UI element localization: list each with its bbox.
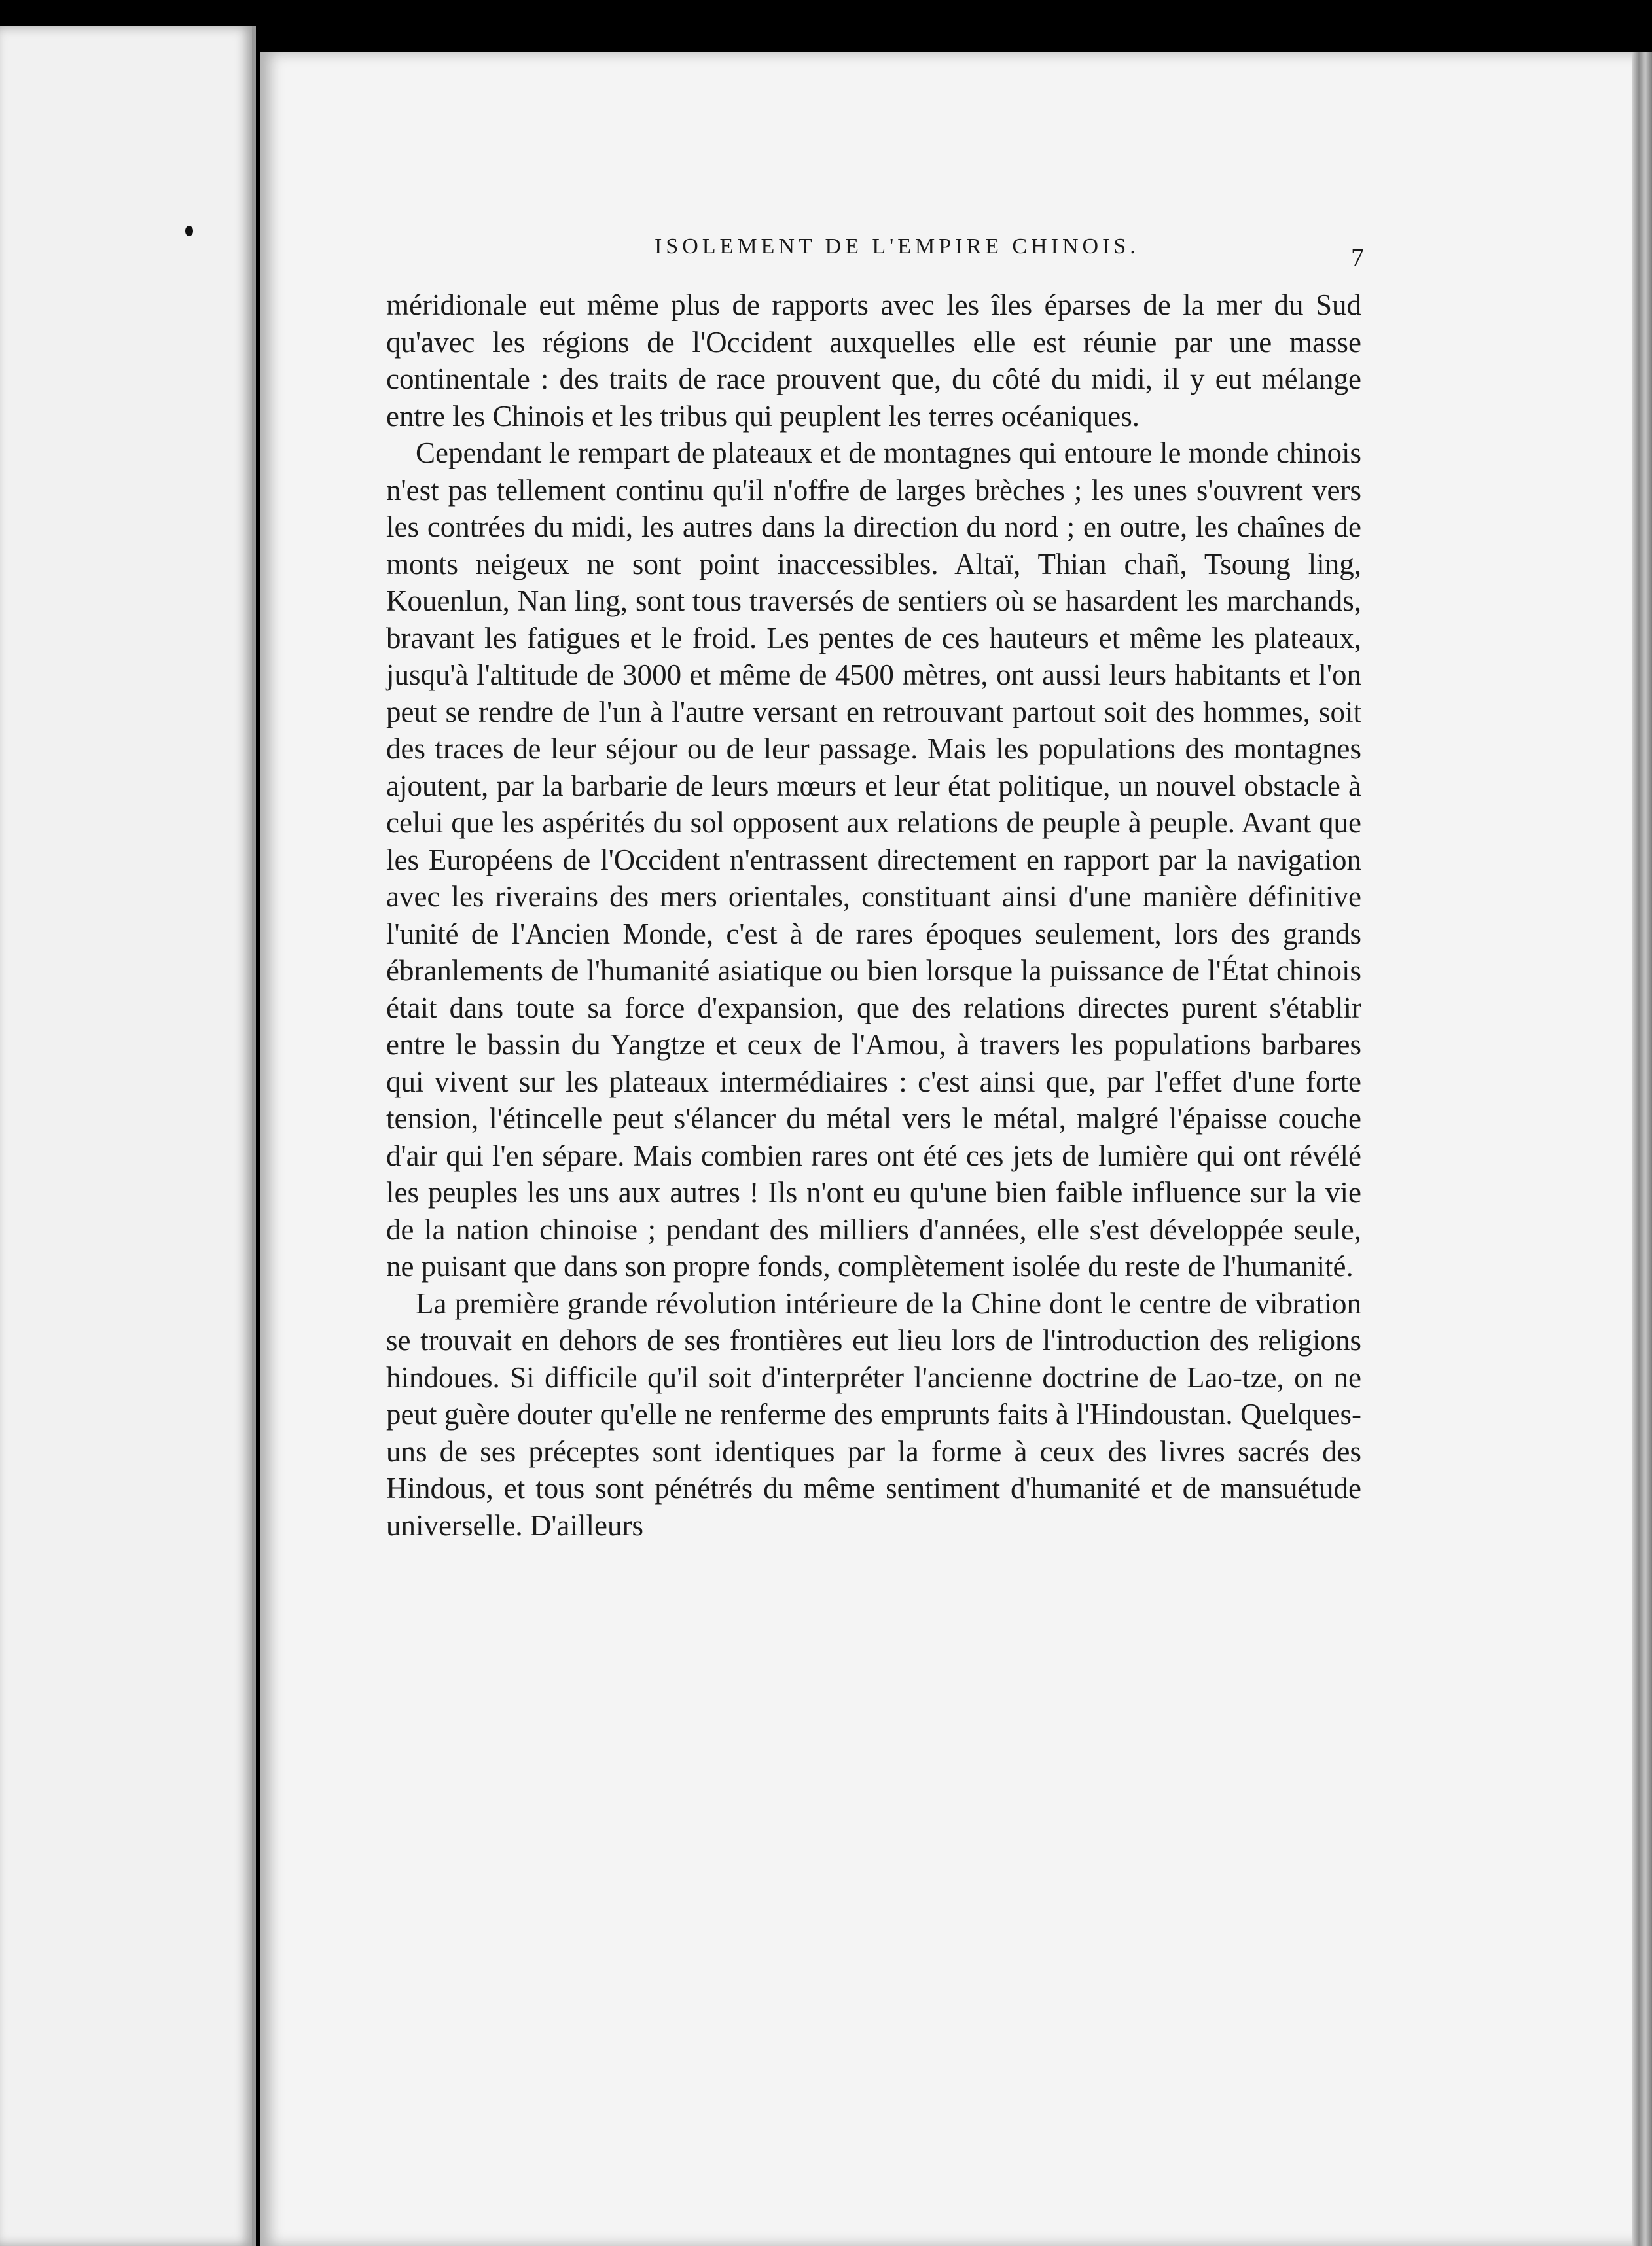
paragraph: Cependant le rempart de plateaux et de montagnes qui entoure le monde chinois n'est pas tellement continu qu'il n'offre de larges brèches ; les unes s'ouvrent vers les contrées du midi, les autres dans la direction du nord ; en outre, les chaînes de monts neigeux ne sont point inaccessibles. Altaï, Thian chañ, Tsoung ling, Kouenlun, Nan ling, sont tous traversés de sentiers où se hasardent les marchands, bravant les fatigues et le froid. Les pentes de ces hauteurs et même les plateaux, jusqu'à l'altitude de 3000 et même de 4500 mètres, ont aussi leurs habitants et l'on peut se rendre de l'un à l'autre versant en retrouvant partout soit des hommes, soit des traces de leur séjour ou de leur passage. Mais les populations des montagnes ajoutent, par la barbarie de leurs mœurs et leur état politique, un nouvel obstacle à celui que les aspérités du sol opposent aux relations de peuple à peuple. Avant que les Européens de l'Occident n'entrassent directement en rapport par la navigation avec les riverains des mers orientales, constituant ainsi d'une manière définitive l'unité de l'Ancien Monde, c'est à de rares époques seulement, lors des grands ébranlements de l'humanité asiatique ou bien lorsque la puissance de l'État chinois était dans toute sa force d'expansion, que des relations directes purent s'établir entre le bassin du Yangtze et ceux de l'Amou, à travers les populations barbares qui vivent sur les plateaux intermédiaires : c'est ainsi que, par l'effet d'une forte tension, l'étincelle peut s'élancer du métal vers le métal, malgré l'épaisse couche d'air qui l'en sépare. Mais combien rares ont été ces jets de lumière qui ont révélé les peuples les uns aux autres ! Ils n'ont eu qu'une bien faible influence sur la vie de la nation chinoise ; pendant des milliers d'années, elle s'est développée seule, ne puisant que dans son propre fonds, complètement isolée du reste de l'humanité. [386,437,1361,1283]
ink-mark [185,226,193,236]
paragraph: méridionale eut même plus de rapports avec les îles éparses de la mer du Sud qu'avec les régions de l'Occident auxquelles elle est réunie par une masse continentale : des traits de race prouvent que, du côté du midi, il y eut mélange entre les Chinois et les tribus qui peuplent les terres océaniques. [386,289,1361,433]
running-head: ISOLEMENT DE L'EMPIRE CHINOIS. [655,234,1140,258]
paragraph: La première grande révolution intérieure de la Chine dont le centre de vibration se trouvait en dehors de ses frontières eut lieu lors de l'introduction des religions hindoues. Si difficile qu'il soit d'interpréter l'ancienne doctrine de Lao-tze, on ne peut guère douter qu'elle ne renferme des emprunts faits à l'Hindoustan. Quelques-uns de ses préceptes sont identiques par la forme à ceux des livres sacrés des Hindous, et tous sont pénétrés du même sentiment d'humanité et de mansuétude universelle. D'ailleurs [386,1287,1361,1542]
page-stack-edge [1632,52,1652,2246]
page-number: 7 [1351,243,1364,272]
body-text [386,287,1361,1544]
left-page-edge [0,26,256,2246]
